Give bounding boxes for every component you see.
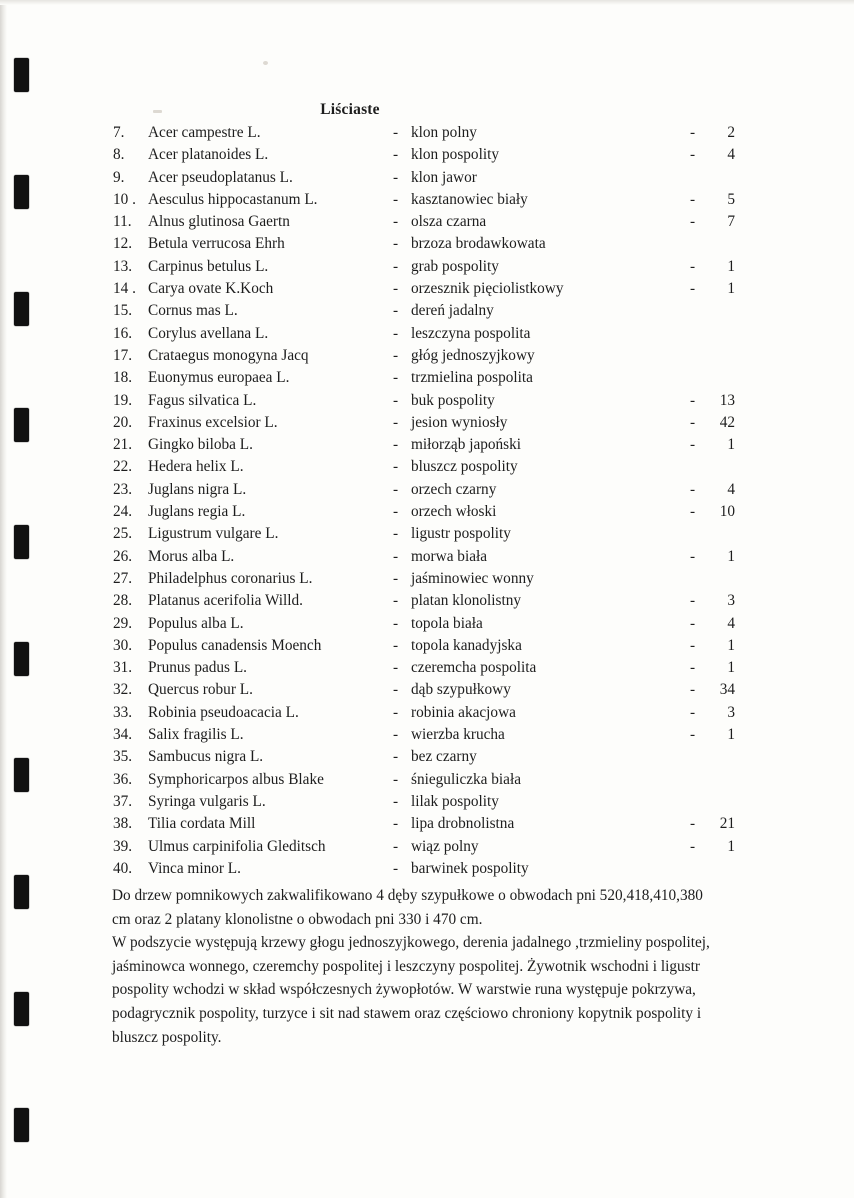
species-separator: - [393,168,399,186]
species-polish-name: wierzba krucha [411,726,505,744]
species-polish-name: lipa drobnolistna [411,815,515,833]
species-index: 25. [113,525,133,543]
species-row [0,525,854,547]
species-index: 37. [113,792,133,810]
species-latin-name: Robinia pseudoacacia L. [148,703,299,721]
species-count-dash: - [690,146,696,164]
species-polish-name: lilak pospolity [411,792,499,810]
species-count-dash: - [690,503,696,521]
species-count: 13 [719,391,735,409]
species-count: 2 [727,124,735,141]
species-latin-name: Fagus silvatica L. [148,391,257,409]
species-row [0,414,854,436]
species-count: 1 [727,547,735,565]
species-latin-name: Corylus avellana L. [148,324,269,342]
species-row [0,592,854,614]
species-separator: - [393,324,399,342]
species-count: 4 [727,480,735,498]
species-polish-name: topola kanadyjska [411,636,522,654]
species-count-dash: - [690,190,696,208]
species-latin-name: Populus alba L. [148,614,244,632]
species-polish-name: buk pospolity [411,391,495,409]
species-latin-name: Tilia cordata Mill [148,815,256,833]
species-index: 24. [113,503,133,521]
species-index: 22. [113,458,133,476]
species-count: 34 [719,681,735,699]
species-latin-name: Vinca minor L. [148,859,241,877]
species-index: 14 . [113,280,136,298]
species-count-dash: - [690,592,696,610]
species-row [0,503,854,525]
species-index: 27. [113,569,133,587]
species-separator: - [393,792,399,810]
species-row [0,838,854,860]
species-index: 35. [113,748,133,766]
species-separator: - [393,837,399,855]
species-count-dash: - [690,391,696,409]
section-heading-lisciaste: Liściaste [320,101,380,118]
species-row [0,659,854,681]
species-polish-name: bluszcz pospolity [411,458,518,476]
species-polish-name: jesion wyniosły [411,413,508,431]
species-count: 1 [727,659,735,677]
species-polish-name: klon polny [411,124,477,141]
paragraph-line: jaśminowca wonnego, czeremchy pospolitej i leszczyny pospolitej. Żywotnik wschodni i ligustr [112,957,700,975]
species-row [0,637,854,659]
species-row [0,258,854,280]
species-polish-name: brzoza brodawkowata [411,235,546,253]
species-index: 28. [113,592,133,610]
species-index: 18. [113,369,133,387]
species-separator: - [393,257,399,275]
species-row [0,481,854,503]
species-row [0,369,854,391]
species-count: 42 [719,413,735,431]
species-row [0,436,854,458]
species-row [0,815,854,837]
species-count: 1 [727,257,735,275]
species-index: 20. [113,413,133,431]
species-latin-name: Gingko biloba L. [148,436,253,454]
species-row [0,458,854,480]
species-index: 38. [113,815,133,833]
species-separator: - [393,480,399,498]
species-separator: - [393,859,399,877]
species-separator: - [393,190,399,208]
species-separator: - [393,703,399,721]
species-latin-name: Betula verrucosa Ehrh [148,235,285,253]
species-polish-name: klon jawor [411,168,477,186]
species-row [0,704,854,726]
species-separator: - [393,636,399,654]
species-latin-name: Hedera helix L. [148,458,244,476]
paragraph-line: podagrycznik pospolity, turzyce i sit nad stawem oraz częściowo chroniony kopytnik pospolity i [112,1004,702,1022]
species-count-dash: - [690,703,696,721]
species-index: 8. [113,146,125,164]
species-polish-name: głóg jednoszyjkowy [411,346,535,364]
species-polish-name: trzmielina pospolita [411,369,533,387]
species-count: 3 [727,703,735,721]
species-count: 4 [727,146,735,164]
species-row [0,748,854,770]
species-index: 31. [113,659,133,677]
species-latin-name: Morus alba L. [148,547,235,565]
species-separator: - [393,569,399,587]
species-index: 19. [113,391,133,409]
species-index: 9. [113,168,125,186]
species-count: 4 [727,614,735,632]
species-index: 13. [113,257,133,275]
species-latin-name: Populus canadensis Moench [148,636,322,654]
species-count-dash: - [690,413,696,431]
species-latin-name: Aesculus hippocastanum L. [148,190,318,208]
species-separator: - [393,369,399,387]
species-separator: - [393,503,399,521]
species-index: 33. [113,703,133,721]
species-latin-name: Syringa vulgaris L. [148,792,266,810]
species-separator: - [393,458,399,476]
species-polish-name: robinia akacjowa [411,703,516,721]
species-separator: - [393,748,399,766]
paragraph-line: W podszycie występują krzewy głogu jednoszyjkowego, derenia jadalnego ,trzmieliny pospolitej, [112,934,710,952]
species-row [0,124,854,146]
species-row [0,860,854,882]
species-count-dash: - [690,614,696,632]
species-row [0,726,854,748]
species-separator: - [393,346,399,364]
species-count-dash: - [690,837,696,855]
species-row [0,392,854,414]
species-count-dash: - [690,213,696,231]
species-count-dash: - [690,480,696,498]
species-count-dash: - [690,659,696,677]
species-separator: - [393,413,399,431]
species-count-dash: - [690,547,696,565]
species-latin-name: Platanus acerifolia Willd. [148,592,304,610]
species-index: 40. [113,859,133,877]
species-index: 26. [113,547,133,565]
scan-speck [153,110,162,113]
species-row [0,793,854,815]
species-polish-name: orzech włoski [411,503,497,521]
species-latin-name: Acer pseudoplatanus L. [148,168,293,186]
species-polish-name: wiąz polny [411,837,479,855]
paragraph-line: pospolity wchodzi w skład współczesnych żywopłotów. W warstwie runa występuje pokrzywa, [112,981,696,999]
species-latin-name: Quercus robur L. [148,681,253,699]
species-latin-name: Carpinus betulus L. [148,257,269,275]
species-separator: - [393,280,399,298]
paragraph-line: Do drzew pomnikowych zakwalifikowano 4 dęby szypułkowe o obwodach pni 520,418,410,380 [112,887,703,904]
species-latin-name: Euonymus europaea L. [148,369,290,387]
species-polish-name: dąb szypułkowy [411,681,511,699]
species-latin-name: Symphoricarpos albus Blake [148,770,324,788]
species-count-dash: - [690,681,696,699]
paragraph [112,884,802,931]
species-polish-name: leszczyna pospolita [411,324,531,342]
species-index: 39. [113,837,133,855]
species-index: 23. [113,480,133,498]
species-polish-name: jaśminowiec wonny [411,569,534,587]
species-separator: - [393,302,399,320]
species-polish-name: bez czarny [411,748,477,766]
species-count-dash: - [690,636,696,654]
species-polish-name: śnieguliczka biała [411,770,522,788]
species-separator: - [393,659,399,677]
species-index: 11. [113,213,132,231]
description-paragraphs [112,884,802,1049]
species-count-dash: - [690,726,696,744]
species-count: 1 [727,636,735,654]
species-count: 1 [727,436,735,454]
species-polish-name: platan klonolistny [411,592,522,610]
species-count-dash: - [690,124,696,141]
species-row [0,213,854,235]
scan-speck [263,61,268,65]
species-separator: - [393,436,399,454]
species-index: 12. [113,235,133,253]
species-index: 36. [113,770,133,788]
species-count: 10 [719,503,735,521]
species-row [0,302,854,324]
species-row [0,169,854,191]
species-latin-name: Ligustrum vulgare L. [148,525,279,543]
species-latin-name: Prunus padus L. [148,659,248,677]
species-latin-name: Sambucus nigra L. [148,748,264,766]
paragraph-line: cm oraz 2 platany klonolistne o obwodach pni 330 i 470 cm. [112,910,483,928]
species-latin-name: Fraxinus excelsior L. [148,413,278,431]
species-row [0,615,854,637]
species-separator: - [393,726,399,744]
species-index: 16. [113,324,133,342]
species-separator: - [393,124,399,141]
species-list [0,124,854,882]
species-polish-name: ligustr pospolity [411,525,511,543]
species-separator: - [393,614,399,632]
species-index: 30. [113,636,133,654]
species-index: 15. [113,302,133,320]
species-row [0,347,854,369]
species-latin-name: Crataegus monogyna Jacq [148,346,309,364]
species-row [0,235,854,257]
species-polish-name: klon pospolity [411,146,499,164]
species-latin-name: Acer platanoides L. [148,146,269,164]
species-separator: - [393,213,399,231]
species-index: 17. [113,346,133,364]
species-separator: - [393,391,399,409]
species-latin-name: Philadelphus coronarius L. [148,569,313,587]
species-count: 1 [727,726,735,744]
species-polish-name: miłorząb japoński [411,436,522,454]
species-latin-name: Salix fragilis L. [148,726,244,744]
species-separator: - [393,815,399,833]
species-count: 1 [727,280,735,298]
species-latin-name: Juglans nigra L. [148,480,247,498]
species-count: 7 [727,213,735,231]
species-polish-name: barwinek pospolity [411,859,529,877]
species-row [0,325,854,347]
species-separator: - [393,146,399,164]
species-count: 5 [727,190,735,208]
species-row [0,681,854,703]
species-row [0,191,854,213]
species-polish-name: topola biała [411,614,483,632]
species-polish-name: kasztanowiec biały [411,190,528,208]
species-index: 32. [113,681,133,699]
species-polish-name: grab pospolity [411,257,499,275]
paragraph [112,931,802,1049]
species-row [0,771,854,793]
species-polish-name: morwa biała [411,547,488,565]
species-latin-name: Cornus mas L. [148,302,238,320]
species-count: 3 [727,592,735,610]
species-separator: - [393,681,399,699]
species-count-dash: - [690,815,696,833]
species-latin-name: Ulmus carpinifolia Gleditsch [148,837,326,855]
species-polish-name: dereń jadalny [411,302,494,320]
species-count-dash: - [690,280,696,298]
species-row [0,280,854,302]
species-count: 21 [719,815,735,833]
species-polish-name: czeremcha pospolita [411,659,537,677]
species-polish-name: orzesznik pięciolistkowy [411,280,564,298]
species-latin-name: Acer campestre L. [148,124,261,141]
species-index: 29. [113,614,133,632]
species-row [0,146,854,168]
species-index: 34. [113,726,133,744]
species-count: 1 [727,837,735,855]
species-index: 10 . [113,190,136,208]
species-row [0,570,854,592]
species-row [0,548,854,570]
species-separator: - [393,525,399,543]
species-separator: - [393,770,399,788]
species-latin-name: Juglans regia L. [148,503,246,521]
species-count-dash: - [690,257,696,275]
species-separator: - [393,592,399,610]
species-polish-name: orzech czarny [411,480,497,498]
species-latin-name: Carya ovate K.Koch [148,280,274,298]
species-index: 21. [113,436,133,454]
species-latin-name: Alnus glutinosa Gaertn [148,213,290,231]
species-separator: - [393,235,399,253]
species-separator: - [393,547,399,565]
paragraph-line: bluszcz pospolity. [112,1028,222,1046]
species-index: 7. [113,124,125,141]
species-count-dash: - [690,436,696,454]
species-polish-name: olsza czarna [411,213,487,231]
